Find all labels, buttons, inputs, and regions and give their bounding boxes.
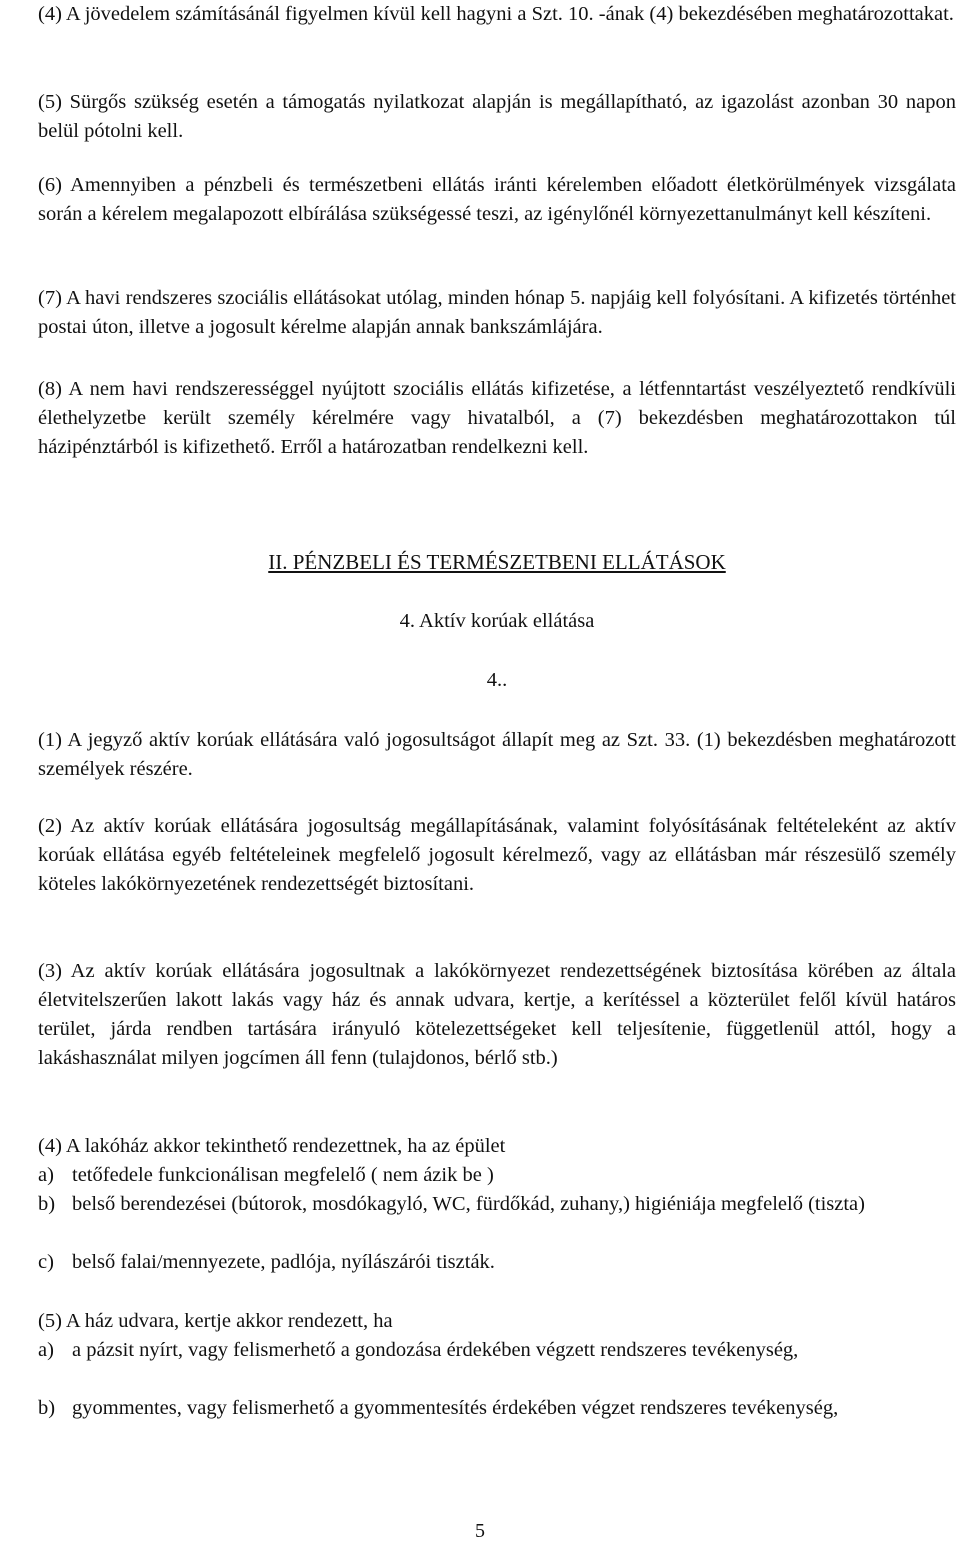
list-text: belső berendezései (bútorok, mosdókagyló, WC, fürdőkád, zuhany,) higiéniája megfelelő (tiszta) bbox=[72, 1193, 865, 1215]
section-title: II. PÉNZBELI ÉS TERMÉSZETBENI ELLÁTÁSOK bbox=[268, 550, 726, 574]
list-marker: b) bbox=[38, 1193, 56, 1215]
paragraph-5: (5) Sürgős szükség esetén a támogatás nyilatkozat alapján is megállapítható, az igazolást azonban 30 napon belül pótolni kell. bbox=[38, 91, 956, 142]
section-paragraph-3: (3) Az aktív korúak ellátására jogosultnak a lakókörnyezet rendezettségének biztosítása körében az általa életvitelszerűen lakott lakás vagy ház és annak udvara, kertje, a kerítéssel a közterület felől kívül határos terület, járda rendben tartására irányuló kötelezettségeket kell teljesítenie, függetlenül attól, hogy a lakáshasználat milyen jogcímen áll fenn (tulajdonos, bérlő stb.) bbox=[38, 960, 956, 1069]
paragraph-7: (7) A havi rendszeres szociális ellátásokat utólag, minden hónap 5. napjáig kell folyósítani. A kifizetés történhet postai úton, illetve a jogosult kérelme alapján annak bankszámlájára. bbox=[38, 287, 956, 338]
list-marker: a) bbox=[38, 1339, 54, 1361]
list-text: tetőfedele funkcionálisan megfelelő ( nem ázik be ) bbox=[72, 1164, 494, 1186]
paragraph-6: (6) Amennyiben a pénzbeli és természetbeni ellátás iránti kérelemben előadott életkörülmények vizsgálata során a kérelem megalapozott elbírálása szükségessé teszi, az igénylőnél környezettanulmányt kell készíteni. bbox=[38, 174, 956, 225]
paragraph-mark: 4.. bbox=[486, 669, 508, 691]
page-number: 5 bbox=[475, 1520, 485, 1542]
section-paragraph-5-intro: (5) A ház udvara, kertje akkor rendezett, ha bbox=[38, 1310, 393, 1332]
list-item bbox=[38, 1190, 956, 1219]
list-item bbox=[38, 1336, 956, 1365]
list-marker: c) bbox=[38, 1251, 54, 1273]
list-marker: b) bbox=[38, 1397, 56, 1419]
paragraph-8: (8) A nem havi rendszerességgel nyújtott szociális ellátás kifizetése, a létfenntartást veszélyeztető rendkívüli élethelyzetbe került személy kérelmére vagy hivatalból, a (7) bekezdésben meghatározottakon túl házipénztárból is kifizethető. Erről a határozatban rendelkezni kell. bbox=[38, 378, 956, 458]
list-text: gyommentes, vagy felismerhető a gyommentesítés érdekében végzet rendszeres tevékenység, bbox=[72, 1397, 839, 1419]
list-item bbox=[38, 1161, 956, 1190]
section-paragraph-4-intro: (4) A lakóház akkor tekinthető rendezettnek, ha az épület bbox=[38, 1135, 506, 1157]
list-item bbox=[38, 1394, 956, 1423]
section-subtitle: 4. Aktív korúak ellátása bbox=[399, 610, 595, 632]
paragraph-4: (4) A jövedelem számításánál figyelmen kívül kell hagyni a Szt. 10. -ának (4) bekezdésében meghatározottakat. bbox=[38, 3, 954, 25]
list-text: a pázsit nyírt, vagy felismerhető a gondozása érdekében végzett rendszeres tevékenység, bbox=[72, 1339, 799, 1361]
list-text: belső falai/mennyezete, padlója, nyílászárói tiszták. bbox=[72, 1251, 495, 1273]
list-item bbox=[38, 1248, 956, 1277]
list-marker: a) bbox=[38, 1164, 54, 1186]
section-paragraph-1: (1) A jegyző aktív korúak ellátására való jogosultságot állapít meg az Szt. 33. (1) bekezdésben meghatározott személyek részére. bbox=[38, 729, 956, 780]
section-paragraph-2: (2) Az aktív korúak ellátására jogosultság megállapításának, valamint folyósításának feltételeként az aktív korúak ellátása egyéb feltételeinek megfelelő jogosult kérelmező, vagy az ellátásban már részesülő személy köteles lakókörnyezetének rendezettségét biztosítani. bbox=[38, 815, 956, 895]
